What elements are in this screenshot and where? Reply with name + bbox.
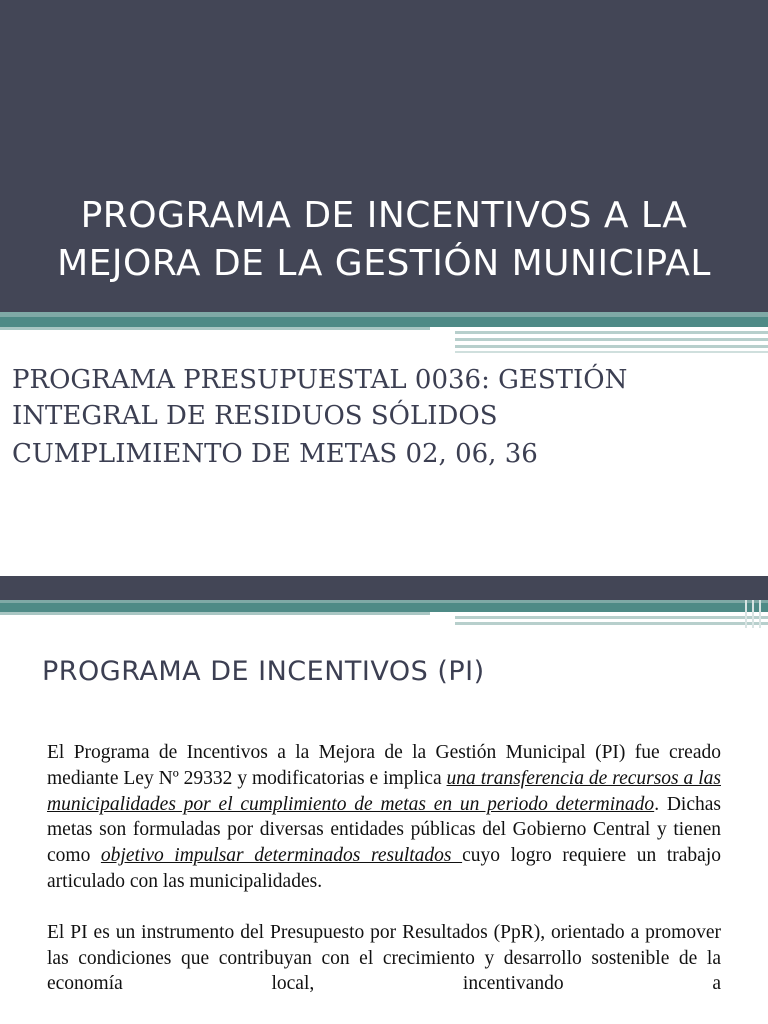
subtitle-line2: INTEGRAL DE RESIDUOS SÓLIDOS (12, 401, 498, 431)
slide2-stripe-decoration (0, 600, 768, 630)
slide2-body (47, 740, 721, 1022)
subtitle-line1: PROGRAMA PRESUPUESTAL 0036: GESTIÓN (12, 365, 628, 395)
slide1-title-line1: PROGRAMA DE INCENTIVOS A LA (80, 195, 688, 236)
slide2-header-band (0, 576, 768, 602)
p1-emphasis-transfer: una transferencia de recursos a las municipalidades por el cumplimiento de metas en un periodo determinado (47, 767, 721, 815)
p1-text-e: cuyo logro requiere un trabajo articulado con las municipalidades. (47, 845, 721, 892)
paragraph-2: El PI es un instrumento del Presupuesto por Resultados (PpR), orientado a promover las condiciones que contribuyan con el crecimiento y desarrollo sostenible de la economía local, incentivando a (47, 921, 721, 995)
slide1-title (0, 192, 768, 288)
slide1-subtitle (12, 362, 762, 472)
slide2-title: PROGRAMA DE INCENTIVOS (PI) (42, 656, 485, 687)
slide1-stripe-decoration (0, 312, 768, 356)
p1-emphasis-objective: objetivo impulsar determinados resultados (100, 845, 463, 867)
p1-text-c: . Dichas metas son formuladas por diversas entidades públicas del Gobierno Central y tienen como (47, 793, 721, 867)
subtitle-line3: CUMPLIMIENTO DE METAS 02, 06, 36 (12, 439, 538, 469)
paragraph-1 (47, 740, 721, 895)
p1-text-a: El Programa de Incentivos a la Mejora de la Gestión Municipal (PI) fue creado mediante Ley Nº 29332 y modificatorias e implica (47, 742, 721, 789)
slide1-title-line2: MEJORA DE LA GESTIÓN MUNICIPAL (57, 243, 711, 284)
